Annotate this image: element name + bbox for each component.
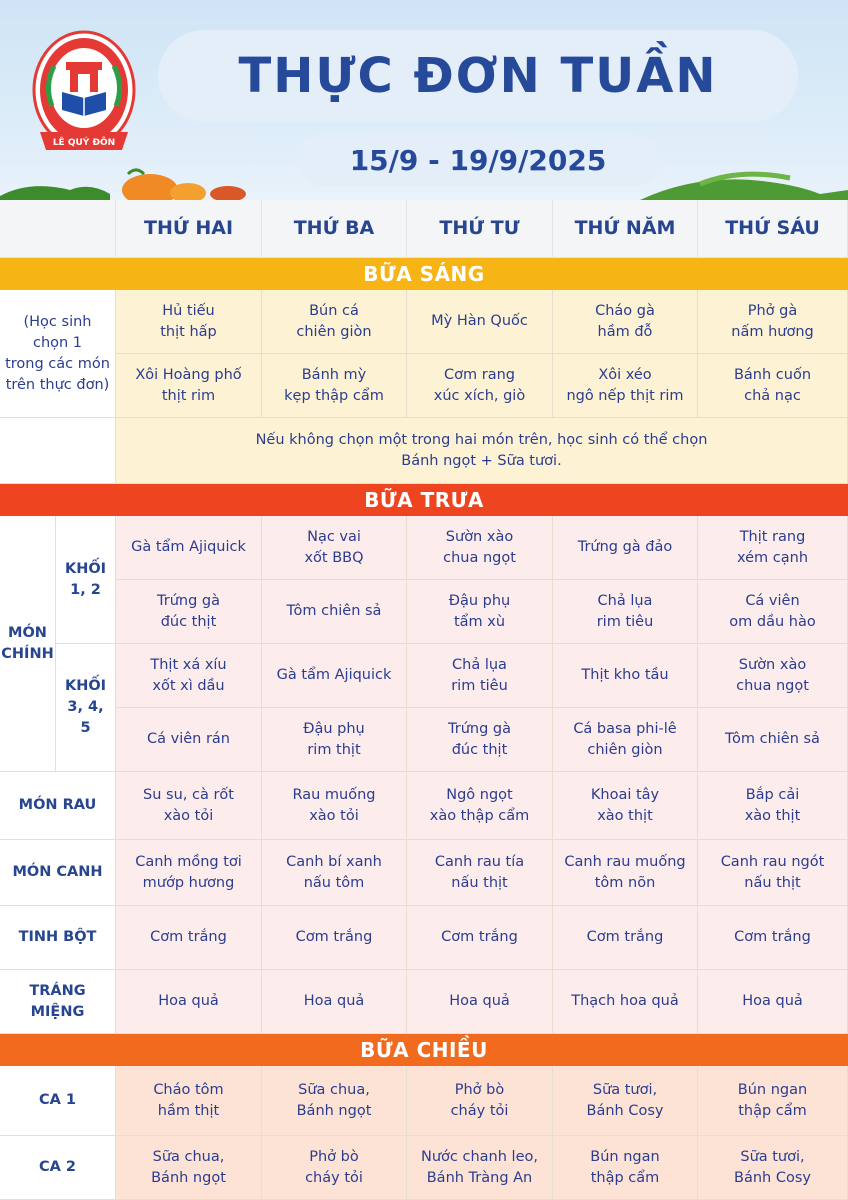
afternoon-s1-tue: Sữa chua, Bánh ngọt <box>262 1066 407 1136</box>
afternoon-s1-fri: Bún ngan thập cẩm <box>698 1066 848 1136</box>
afternoon-s2-fri: Sữa tươi, Bánh Cosy <box>698 1136 848 1200</box>
breakfast-opt1-fri: Phở gà nấm hương <box>698 290 848 354</box>
day-header-wed: THỨ TƯ <box>407 200 553 258</box>
group-1-2-label: KHỐI 1, 2 <box>56 516 116 644</box>
lunch-soup-wed: Canh rau tía nấu thịt <box>407 840 553 906</box>
lunch-starch-tue: Cơm trắng <box>262 906 407 970</box>
lunch-soup-mon: Canh mồng tơi mướp hương <box>116 840 262 906</box>
lunch-g1-r2-thu: Chả lụa rim tiêu <box>553 580 698 644</box>
shift-1-label: CA 1 <box>0 1066 116 1136</box>
lunch-g1-r1-thu: Trứng gà đảo <box>553 516 698 580</box>
breakfast-alternative-note: Nếu không chọn một trong hai món trên, học sinh có thể chọn Bánh ngọt + Sữa tươi. <box>116 418 848 484</box>
breakfast-opt2-fri: Bánh cuốn chả nạc <box>698 354 848 418</box>
lunch-g1-r1-tue: Nạc vai xốt BBQ <box>262 516 407 580</box>
title-pill <box>158 30 798 122</box>
vegetable-decoration <box>0 160 848 200</box>
afternoon-s1-mon: Cháo tôm hầm thịt <box>116 1066 262 1136</box>
lunch-g1-r1-fri: Thịt rang xém cạnh <box>698 516 848 580</box>
afternoon-s2-wed: Nước chanh leo, Bánh Tràng An <box>407 1136 553 1200</box>
breakfast-section-title: BỮA SÁNG <box>0 258 848 290</box>
day-header-fri: THỨ SÁU <box>698 200 848 258</box>
lunch-g1-r2-wed: Đậu phụ tẩm xù <box>407 580 553 644</box>
afternoon-s2-mon: Sữa chua, Bánh ngọt <box>116 1136 262 1200</box>
breakfast-opt2-mon: Xôi Hoàng phố thịt rim <box>116 354 262 418</box>
afternoon-s1-thu: Sữa tươi, Bánh Cosy <box>553 1066 698 1136</box>
school-logo <box>30 28 138 164</box>
corner-cell <box>0 200 116 258</box>
page-title: THỰC ĐƠN TUẦN <box>238 48 718 104</box>
lunch-g1-r1-wed: Sườn xào chua ngọt <box>407 516 553 580</box>
lunch-dessert-fri: Hoa quả <box>698 970 848 1034</box>
lunch-veg-wed: Ngô ngọt xào thập cẩm <box>407 772 553 840</box>
lunch-g2-r1-thu: Thịt kho tầu <box>553 644 698 708</box>
lunch-soup-tue: Canh bí xanh nấu tôm <box>262 840 407 906</box>
afternoon-s2-tue: Phở bò cháy tỏi <box>262 1136 407 1200</box>
starch-label: TINH BỘT <box>0 906 116 970</box>
lunch-g2-r2-thu: Cá basa phi-lê chiên giòn <box>553 708 698 772</box>
veg-dish-label: MÓN RAU <box>0 772 116 840</box>
day-header-thu: THỨ NĂM <box>553 200 698 258</box>
lunch-g1-r2-tue: Tôm chiên sả <box>262 580 407 644</box>
shift-2-label: CA 2 <box>0 1136 116 1200</box>
lunch-veg-fri: Bắp cải xào thịt <box>698 772 848 840</box>
lunch-g1-r1-mon: Gà tẩm Ajiquick <box>116 516 262 580</box>
lunch-g2-r2-mon: Cá viên rán <box>116 708 262 772</box>
lunch-g2-r2-wed: Trứng gà đúc thịt <box>407 708 553 772</box>
breakfast-opt1-thu: Cháo gà hầm đỗ <box>553 290 698 354</box>
lunch-soup-fri: Canh rau ngót nấu thịt <box>698 840 848 906</box>
breakfast-opt1-mon: Hủ tiếu thịt hấp <box>116 290 262 354</box>
lunch-g1-r2-fri: Cá viên om dầu hào <box>698 580 848 644</box>
lunch-section-title: BỮA TRƯA <box>0 484 848 516</box>
lunch-g2-r1-fri: Sườn xào chua ngọt <box>698 644 848 708</box>
lunch-starch-thu: Cơm trắng <box>553 906 698 970</box>
main-dish-label: MÓN CHÍNH <box>0 516 56 772</box>
svg-text:LÊ QUÝ ĐÔN: LÊ QUÝ ĐÔN <box>52 138 116 148</box>
lunch-dessert-tue: Hoa quả <box>262 970 407 1034</box>
lunch-veg-mon: Su su, cà rốt xào tỏi <box>116 772 262 840</box>
breakfast-alt-label-empty <box>0 418 116 484</box>
breakfast-opt2-tue: Bánh mỳ kẹp thập cẩm <box>262 354 407 418</box>
lunch-g2-r1-mon: Thịt xá xíu xốt xì dầu <box>116 644 262 708</box>
lunch-g2-r2-tue: Đậu phụ rim thịt <box>262 708 407 772</box>
breakfast-note-label: (Học sinh chọn 1 trong các món trên thực đơn) <box>0 290 116 418</box>
breakfast-opt1-wed: Mỳ Hàn Quốc <box>407 290 553 354</box>
afternoon-s1-wed: Phở bò cháy tỏi <box>407 1066 553 1136</box>
afternoon-section-title: BỮA CHIỀU <box>0 1034 848 1066</box>
day-header-tue: THỨ BA <box>262 200 407 258</box>
header <box>0 0 848 200</box>
lunch-starch-mon: Cơm trắng <box>116 906 262 970</box>
group-3-4-5-label: KHỐI 3, 4, 5 <box>56 644 116 772</box>
soup-dish-label: MÓN CANH <box>0 840 116 906</box>
lunch-dessert-thu: Thạch hoa quả <box>553 970 698 1034</box>
lunch-g2-r1-wed: Chả lụa rim tiêu <box>407 644 553 708</box>
lunch-starch-wed: Cơm trắng <box>407 906 553 970</box>
lunch-dessert-mon: Hoa quả <box>116 970 262 1034</box>
breakfast-opt2-wed: Cơm rang xúc xích, giò <box>407 354 553 418</box>
lunch-g1-r2-mon: Trứng gà đúc thịt <box>116 580 262 644</box>
breakfast-opt2-thu: Xôi xéo ngô nếp thịt rim <box>553 354 698 418</box>
dessert-label: TRÁNG MIỆNG <box>0 970 116 1034</box>
lunch-starch-fri: Cơm trắng <box>698 906 848 970</box>
lunch-g2-r2-fri: Tôm chiên sả <box>698 708 848 772</box>
lunch-veg-thu: Khoai tây xào thịt <box>553 772 698 840</box>
day-header-mon: THỨ HAI <box>116 200 262 258</box>
date-range: 15/9 - 19/9/2025 <box>349 143 607 177</box>
lunch-g2-r1-tue: Gà tẩm Ajiquick <box>262 644 407 708</box>
lunch-dessert-wed: Hoa quả <box>407 970 553 1034</box>
afternoon-s2-thu: Bún ngan thập cẩm <box>553 1136 698 1200</box>
lunch-veg-tue: Rau muống xào tỏi <box>262 772 407 840</box>
lunch-soup-thu: Canh rau muống tôm nõn <box>553 840 698 906</box>
breakfast-opt1-tue: Bún cá chiên giòn <box>262 290 407 354</box>
